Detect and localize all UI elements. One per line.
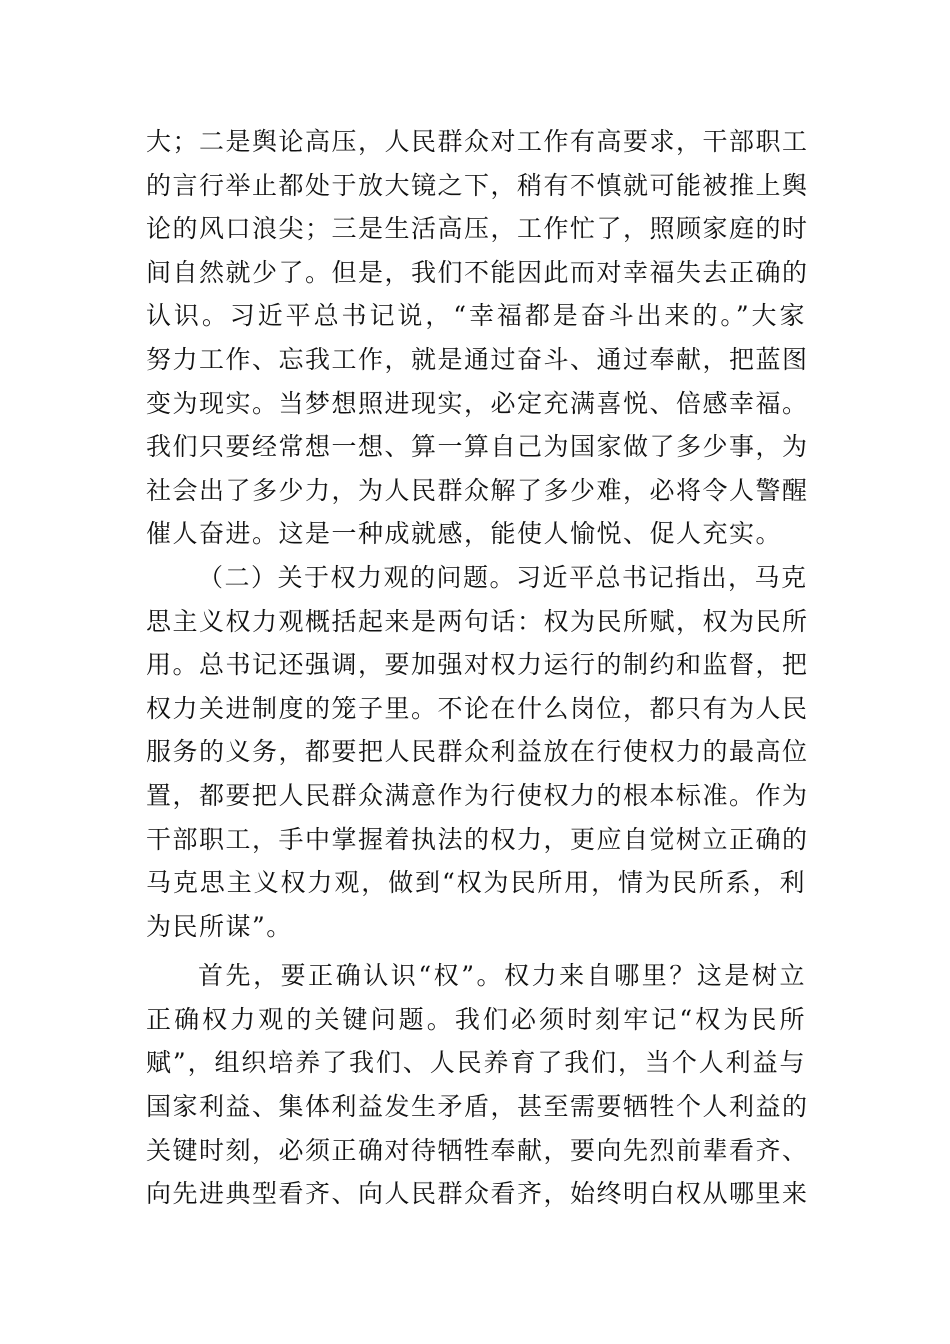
paragraph-start-line: （二）关于权力观的问题。习近平总书记指出，马克 xyxy=(198,562,808,592)
text-line: 努力工作、忘我工作，就是通过奋斗、通过奉献，把蓝图 xyxy=(146,344,809,374)
text-line: 向先进典型看齐、向人民群众看齐，始终明白权从哪里来 xyxy=(146,1179,809,1209)
paragraph-start-line: 首先，要正确认识“权”。权力来自哪里？这是树立 xyxy=(198,961,806,991)
text-line: 赋”，组织培养了我们、人民养育了我们，当个人利益与 xyxy=(146,1048,806,1078)
text-line: 马克思主义权力观，做到“权为民所用，情为民所系，利 xyxy=(146,868,806,898)
text-line: 我们只要经常想一想、算一算自己为国家做了多少事，为 xyxy=(146,432,809,462)
text-line: 社会出了多少力，为人民群众解了多少难，必将令人警醒 xyxy=(146,475,809,505)
text-line: 正确权力观的关键问题。我们必须时刻牢记“权为民所 xyxy=(146,1004,806,1034)
document-body xyxy=(146,120,809,1216)
text-line: 间自然就少了。但是，我们不能因此而对幸福失去正确的 xyxy=(146,257,809,287)
text-line: 干部职工，手中掌握着执法的权力，更应自觉树立正确的 xyxy=(146,824,809,854)
text-line: 认识。习近平总书记说，“幸福都是奋斗出来的。”大家 xyxy=(146,301,806,331)
text-line: 思主义权力观概括起来是两句话：权为民所赋，权为民所 xyxy=(146,606,809,636)
text-line: 服务的义务，都要把人民群众利益放在行使权力的最高位 xyxy=(146,737,809,767)
text-line: 变为现实。当梦想照进现实，必定充满喜悦、倍感幸福。 xyxy=(146,388,809,418)
text-line: 关键时刻，必须正确对待牺牲奉献，要向先烈前辈看齐、 xyxy=(146,1135,809,1165)
text-line: 置，都要把人民群众满意作为行使权力的根本标准。作为 xyxy=(146,780,809,810)
text-line: 国家利益、集体利益发生矛盾，甚至需要牺牲个人利益的 xyxy=(146,1092,809,1122)
text-line: 论的风口浪尖；三是生活高压，工作忙了，照顾家庭的时 xyxy=(146,214,809,244)
text-line: 的言行举止都处于放大镜之下，稍有不慎就可能被推上舆 xyxy=(146,170,809,200)
text-line: 权力关进制度的笼子里。不论在什么岗位，都只有为人民 xyxy=(146,693,809,723)
text-line: 大；二是舆论高压，人民群众对工作有高要求，干部职工 xyxy=(146,127,809,156)
text-line: 用。总书记还强调，要加强对权力运行的制约和监督，把 xyxy=(146,650,809,680)
text-line-paragraph-end: 催人奋进。这是一种成就感，能使人愉悦、促人充实。 xyxy=(146,519,783,549)
text-line-paragraph-end: 为民所谋”。 xyxy=(146,911,293,941)
